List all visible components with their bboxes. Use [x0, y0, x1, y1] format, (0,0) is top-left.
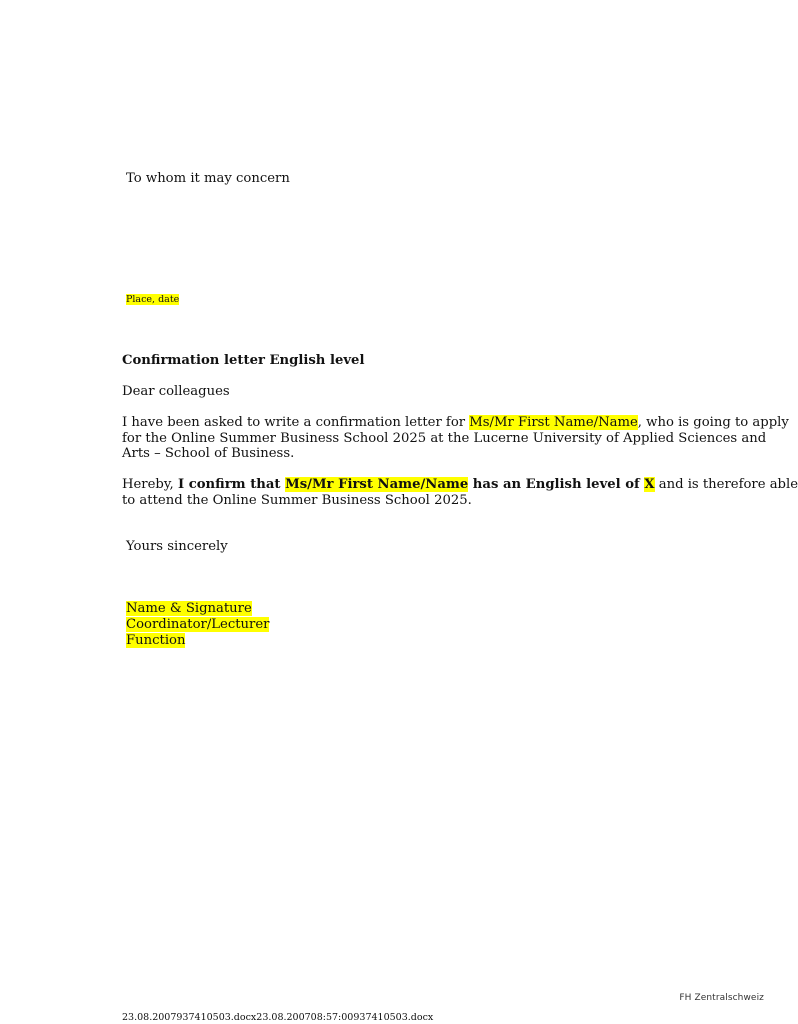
- name-placeholder: Ms/Mr First Name/Name: [469, 415, 638, 430]
- signature-role: Coordinator/Lecturer: [126, 617, 270, 632]
- closing: Yours sincerely: [126, 539, 228, 554]
- para1-pre: I have been asked to write a confirmation letter for: [122, 415, 470, 430]
- para2-bold-pre: I confirm that: [177, 477, 286, 492]
- footer-brand-logo: FH Zentralschweiz: [679, 993, 764, 1003]
- letter-subject: Confirmation letter English level: [122, 353, 365, 368]
- para2-pre: Hereby,: [122, 477, 178, 492]
- paragraph-request: [122, 415, 789, 462]
- para2-bold-mid: has an English level of: [468, 477, 645, 492]
- name-placeholder-bold: Ms/Mr First Name/Name: [285, 477, 469, 492]
- paragraph-request-line3: Arts – School of Business.: [122, 446, 295, 461]
- paragraph-confirmation-line2: to attend the Online Summer Business School 2025.: [122, 492, 472, 508]
- paragraph-request-line2: for the Online Summer Business School 2025 at the Lucerne University of Applied Sciences and: [122, 430, 767, 446]
- signature-function: Function: [126, 633, 186, 648]
- paragraph-request-line1: [122, 415, 789, 431]
- place-date-placeholder: [126, 294, 179, 306]
- recipient-line: To whom it may concern: [126, 171, 290, 186]
- footer-filename: 23.08.2007937410503.docx23.08.200708:57:00937410503.docx: [122, 1012, 434, 1023]
- para1-post: , who is going to apply: [637, 415, 789, 430]
- signature-block: [126, 601, 269, 649]
- paragraph-confirmation: [122, 477, 798, 508]
- para2-post: and is therefore able: [654, 477, 798, 492]
- place-date-text: Place, date: [126, 294, 180, 305]
- paragraph-confirmation-line1: [122, 477, 798, 493]
- level-placeholder: X: [644, 477, 655, 492]
- salutation: Dear colleagues: [122, 384, 230, 399]
- signature-name: Name & Signature: [126, 601, 252, 616]
